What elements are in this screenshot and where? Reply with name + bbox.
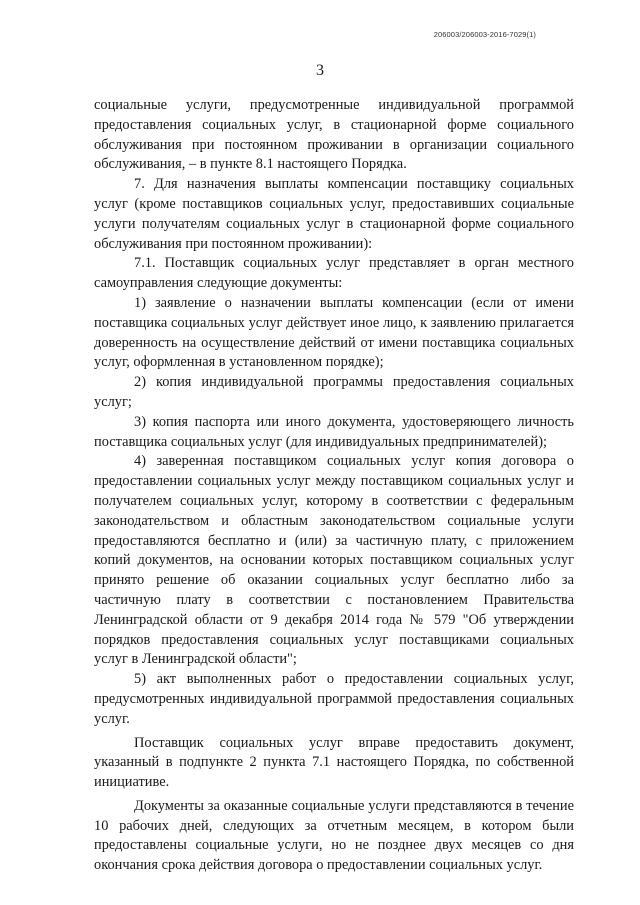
page-number: 3 — [316, 62, 324, 79]
paragraph-subitem-1: 1) заявление о назначении выплаты компенсации (если от имени поставщика социальных услуг действует иное лицо, к заявлению прилагается доверенность на осуществление действий от имени поставщика социальных услуг, оформленная в установленном порядке); — [94, 294, 574, 371]
document-body — [94, 96, 574, 876]
document-code: 206003/206003-2016-7029(1) — [433, 30, 536, 39]
paragraph-continuation: социальные услуги, предусмотренные индивидуальной программой предоставления социальных услуг, в стационарной форме социального обслуживания при постоянном проживании в организации социального обслуживания, – в пункте 8.1 настоящего Порядка. — [94, 97, 574, 173]
paragraph-optional-document: Поставщик социальных услуг вправе предоставить документ, указанный в подпункте 2 пункта 7.1 настоящего Порядка, по собственной инициативе. — [94, 734, 574, 791]
paragraph-subitem-4: 4) заверенная поставщиком социальных услуг копия договора о предоставлении социальных услуг между поставщиком социальных услуг и получателем социальных услуг, которому в соответствии с федеральным законодательством и областным законодательством социальные услуги предоставляются бесплатно и (или) за частичную плату, с приложением копий документов, на основании которых поставщиком социальных услуг принято решение об оказании социальных услуг бесплатно либо за частичную плату в соответствии с постановлением Правительства Ленинградской области от 9 декабря 2014 года № 579 "Об утверждении порядков предоставления социальных услуг поставщиками социальных услуг в Ленинградской области"; — [94, 453, 574, 668]
paragraph-item-7-1: 7.1. Поставщик социальных услуг представляет в орган местного самоуправления следующие документы: — [94, 255, 574, 292]
paragraph-item-7: 7. Для назначения выплаты компенсации поставщику социальных услуг (кроме поставщиков социальных услуг, предоставивших социальные услуги получателям социальных услуг в стационарной форме социального обслуживания при постоянном проживании): — [94, 176, 574, 252]
paragraph-subitem-5: 5) акт выполненных работ о предоставлении социальных услуг, предусмотренных индивидуальной программой предоставления социальных услуг. — [94, 671, 574, 727]
paragraph-subitem-2: 2) копия индивидуальной программы предоставления социальных услуг; — [94, 374, 574, 410]
paragraph-subitem-3: 3) копия паспорта или иного документа, удостоверяющего личность поставщика социальных услуг (для индивидуальных предпринимателей); — [94, 413, 574, 450]
paragraph-submission-deadline: Документы за оказанные социальные услуги представляются в течение 10 рабочих дней, следующих за отчетным месяцем, в котором были предоставлены социальные услуги, но не позднее двух месяцев со дня окончания срока действия договора о предоставлении социальных услуг. — [94, 797, 574, 874]
